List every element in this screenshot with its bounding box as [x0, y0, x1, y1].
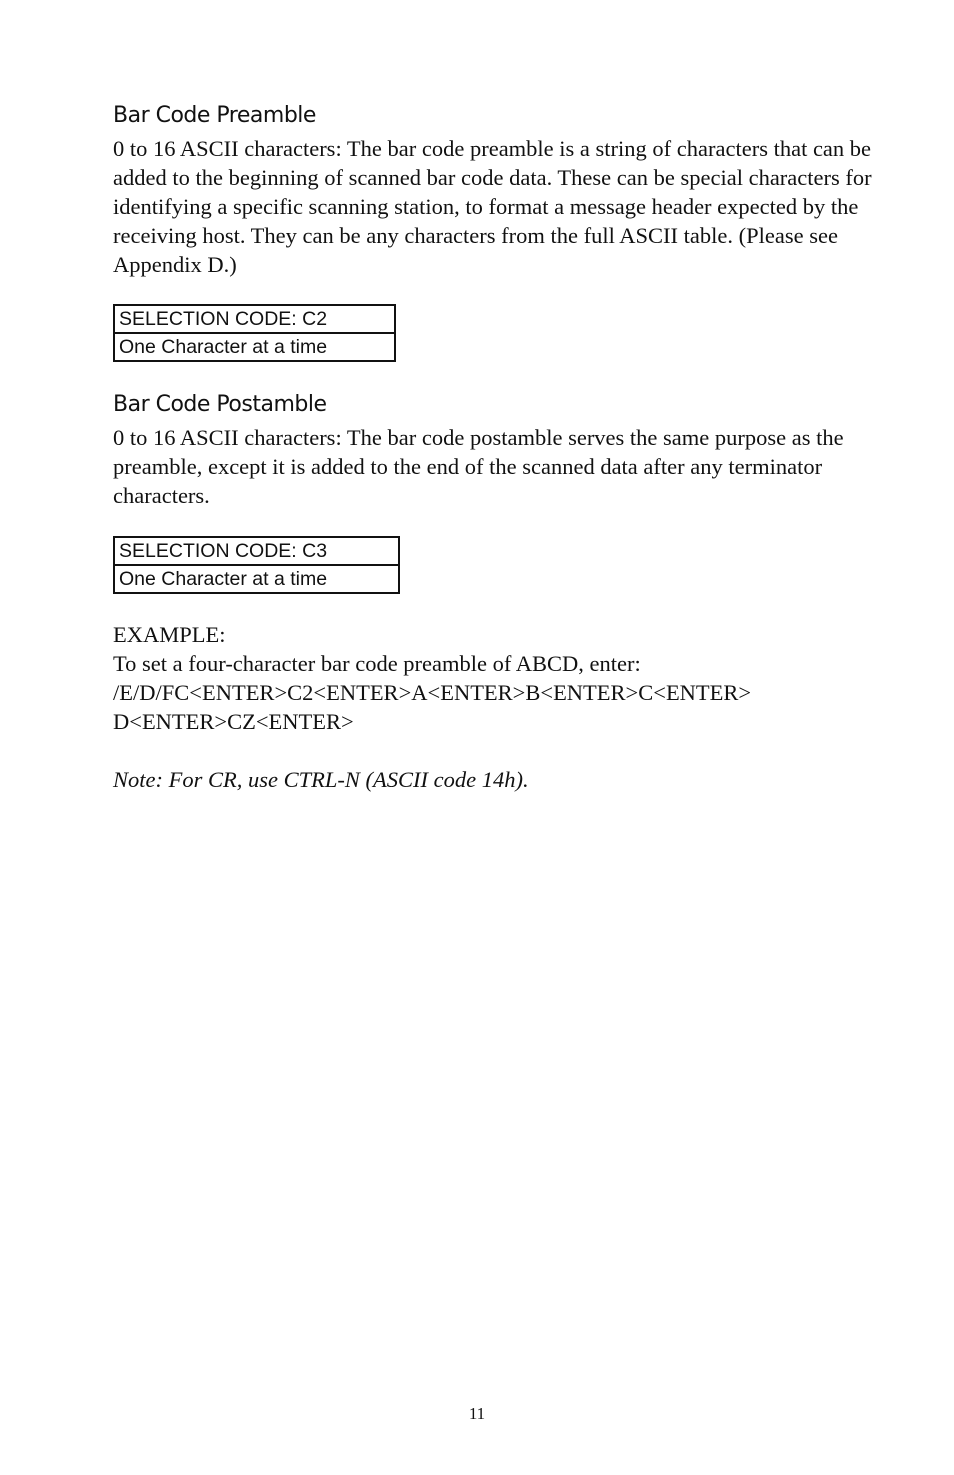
section-heading-preamble: Bar Code Preamble [113, 103, 316, 128]
selection-option-label: One Character at a time [115, 332, 394, 360]
selection-code-box-preamble [113, 304, 396, 362]
selection-code-label: SELECTION CODE: C3 [119, 540, 328, 562]
selection-option-label: One Character at a time [115, 564, 398, 592]
selection-code-label: SELECTION CODE: C2 [119, 308, 328, 330]
note-text: Note: For CR, use CTRL-N (ASCII code 14h). [113, 767, 529, 792]
selection-code-box-postamble [113, 536, 400, 594]
section-heading-postamble: Bar Code Postamble [113, 392, 327, 417]
section-body-preamble: 0 to 16 ASCII characters: The bar code preamble is a string of characters that can be added to the beginning of scanned bar code data. These can be special characters for identifying a specific scanning station, to format a message header expected by the receiving host. They can be any characters from the full ASCII table. (Please see Appendix D.) [113, 136, 872, 277]
example-line-1: To set a four-character bar code preamble of ABCD, enter: [113, 651, 641, 676]
example-line-3: D<ENTER>CZ<ENTER> [113, 709, 354, 734]
section-body-postamble: 0 to 16 ASCII characters: The bar code postamble serves the same purpose as the preamble, except it is added to the end of the scanned data after any terminator characters. [113, 425, 844, 508]
example-label: EXAMPLE: [113, 622, 226, 647]
example-line-2: /E/D/FC<ENTER>C2<ENTER>A<ENTER>B<ENTER>C<ENTER> [113, 680, 752, 705]
page-number: 11 [468, 1404, 486, 1423]
